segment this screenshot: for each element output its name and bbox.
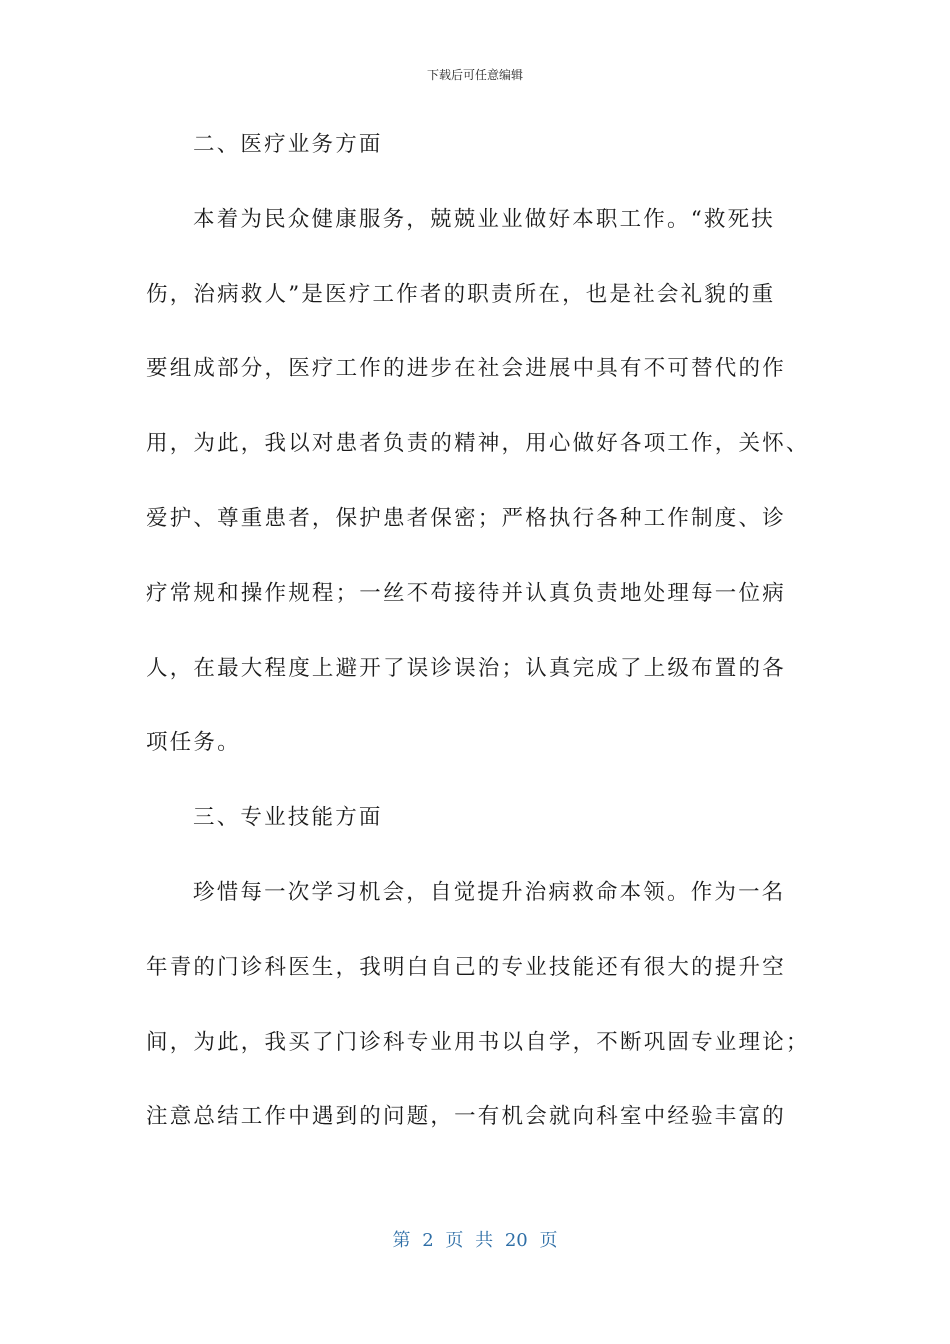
paragraph-line: 年青的门诊科医生，我明白自己的专业技能还有很大的提升空 [146, 954, 786, 980]
paragraph-line: 伤，治病救人”是医疗工作者的职责所在，也是社会礼貌的重 [146, 281, 776, 307]
paragraph-line: 本着为民众健康服务，兢兢业业做好本职工作。“救死扶 [193, 206, 775, 232]
paragraph-line: 注意总结工作中遇到的问题，一有机会就向科室中经验丰富的 [146, 1104, 786, 1130]
paragraph-line: 间，为此，我买了门诊科专业用书以自学，不断巩固专业理论； [146, 1029, 810, 1055]
paragraph-line: 疗常规和操作规程；一丝不苟接待并认真负责地处理每一位病 [146, 580, 786, 606]
page-header: 下载后可任意编辑 [426, 68, 523, 82]
paragraph-line: 爱护、尊重患者，保护患者保密；严格执行各种工作制度、诊 [146, 505, 786, 531]
page-number-footer: 第 2 页 共 20 页 [392, 1230, 558, 1251]
document-body [146, 121, 814, 1168]
paragraph-line: 珍惜每一次学习机会，自觉提升治病救命本领。作为一名 [193, 879, 786, 905]
section-heading: 三、专业技能方面 [193, 805, 383, 831]
paragraph-line: 要组成部分，医疗工作的进步在社会进展中具有不可替代的作 [146, 356, 786, 382]
section-heading: 二、医疗业务方面 [193, 132, 383, 157]
paragraph-line: 项任务。 [146, 730, 241, 756]
paragraph-line: 人，在最大程度上避开了误诊误治；认真完成了上级布置的各 [146, 655, 786, 681]
paragraph-line: 用，为此，我以对患者负责的精神，用心做好各项工作，关怀、 [146, 431, 810, 457]
